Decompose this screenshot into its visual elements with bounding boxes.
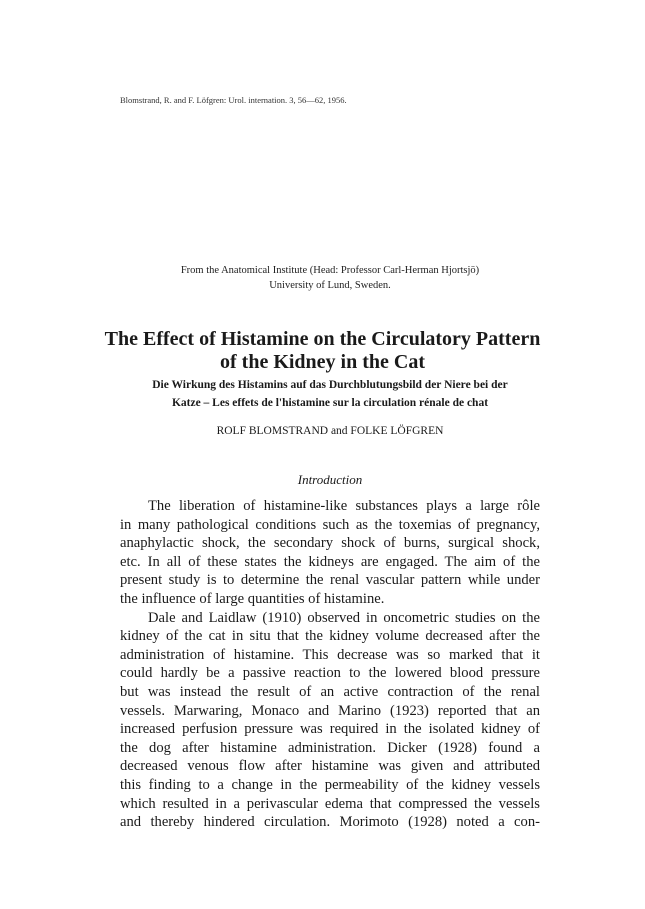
section-heading: Introduction (297, 472, 363, 487)
text-line: which resulted in a perivascular edema that compressed the vessels (120, 795, 540, 812)
text-line: and thereby hindered circulation. Morimoto (1928) noted a con- (120, 814, 540, 831)
title-line-1: The Effect of Histamine on the Circulatory Pattern (104, 328, 541, 350)
text-line: kidney of the cat in situ that the kidney volume decreased after the (120, 628, 540, 645)
text-line: increased perfusion pressure was required in the isolated kidney of (120, 721, 540, 738)
text-line: in many pathological conditions such as the toxemias of pregnancy, (120, 516, 540, 533)
text-line: the dog after histamine administration. Dicker (1928) found a (120, 739, 540, 756)
text-line: decreased venous flow after histamine was given and attributed (120, 758, 540, 775)
subtitle (60, 376, 600, 412)
text-line: could hardly be a passive reaction to the lowered blood pressure (120, 665, 540, 682)
text-line: etc. In all of these states the kidneys are engaged. The aim of the (120, 553, 540, 570)
text-line: this finding to a change in the permeability of the kidney vessels (120, 776, 540, 793)
subtitle-line-2: Katze – Les effets de l'histamine sur la circulation rénale de chat (171, 397, 489, 409)
text-line: administration of histamine. This decrease was so marked that it (120, 646, 540, 663)
text-line: The liberation of histamine-like substances plays a large rôle (148, 498, 540, 514)
affiliation-line-2: University of Lund, Sweden. (269, 280, 391, 291)
authors: ROLF BLOMSTRAND and FOLKE LÖFGREN (216, 425, 444, 437)
citation-header: Blomstrand, R. and F. Löfgren: Urol. internation. 3, 56—62, 1956. (120, 95, 347, 105)
text-line: present study is to determine the renal vascular pattern while under (120, 572, 540, 589)
text-line: but was instead the result of an active contraction of the renal (120, 683, 540, 700)
text-line: anaphylactic shock, the secondary shock of burns, surgical shock, (120, 535, 540, 552)
text-line: the influence of large quantities of histamine. (120, 590, 385, 607)
subtitle-line-1: Die Wirkung des Histamins auf das Durchblutungsbild der Niere bei der (152, 379, 508, 391)
text-line: Dale and Laidlaw (1910) observed in oncometric studies on the (148, 609, 540, 626)
text-line: vessels. Marwaring, Monaco and Marino (1923) reported that an (120, 702, 540, 719)
affiliation-line-1: From the Anatomical Institute (Head: Professor Carl-Herman Hjortsjö) (180, 265, 480, 276)
body-text (120, 497, 540, 832)
paper-title (0, 328, 645, 374)
title-line-2: of the Kidney in the Cat (220, 351, 425, 373)
